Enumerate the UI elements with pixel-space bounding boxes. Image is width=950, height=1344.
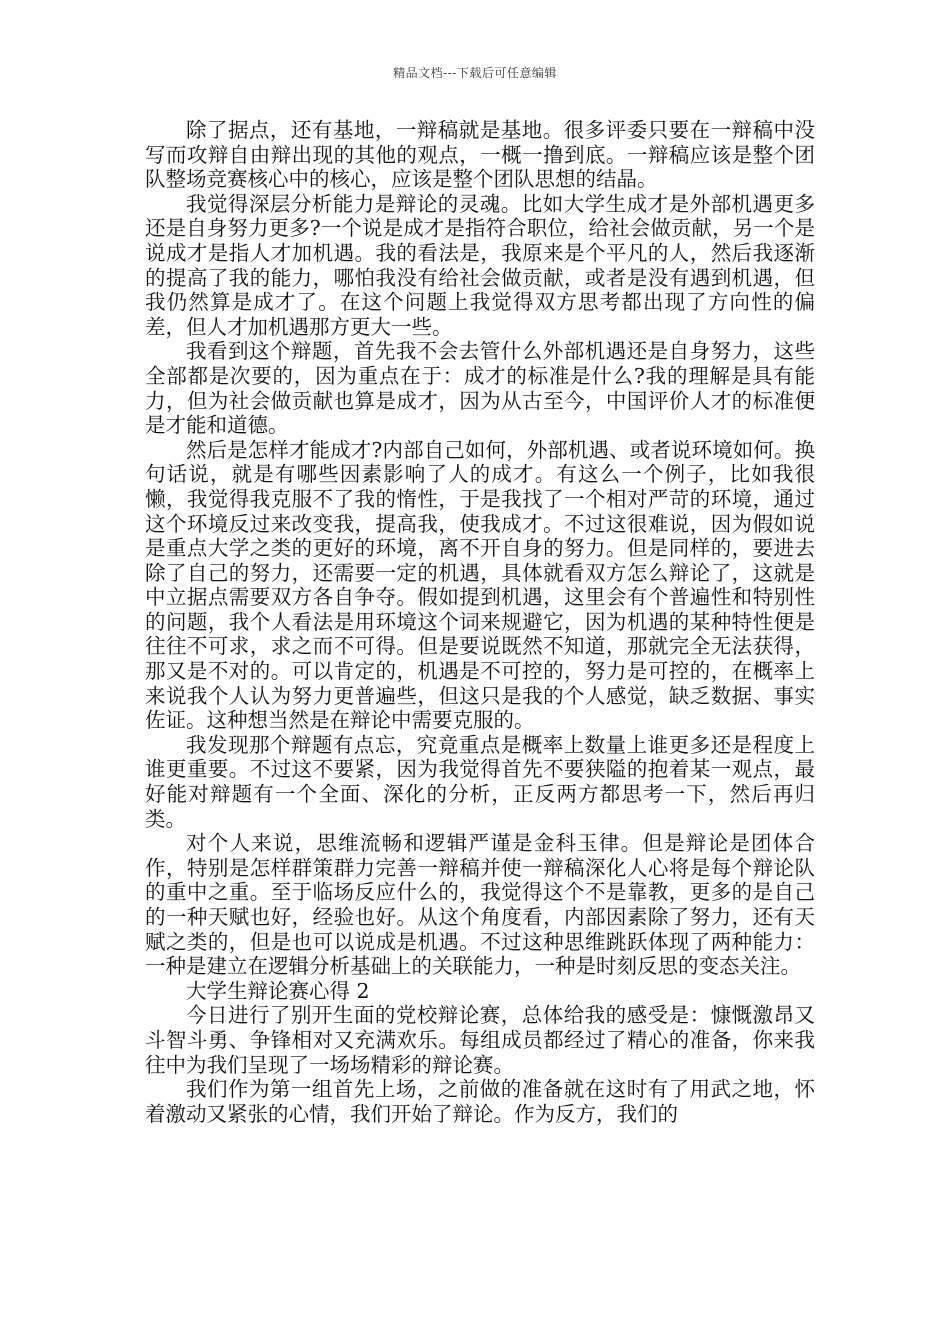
- paragraph-3: 我看到这个辩题，首先我不会去管什么外部机遇还是自身努力，这些全部都是次要的，因为重点在于：成才的标准是什么?我的理解是具有能力，但为社会做贡献也算是成才，因为从古至今，中国评价人才的标准便是才能和道德。: [145, 339, 815, 438]
- section-heading: 大学生辩论赛心得 2: [186, 978, 370, 1003]
- paragraph-5: 我发现那个辩题有点忘，究竟重点是概率上数量上谁更多还是程度上谁更重要。不过这不要紧，因为我觉得首先不要狭隘的抱着某一观点，最好能对辩题有一个全面、深化的分析，正反两方都思考一下，然后再归类。: [145, 732, 815, 831]
- paragraph-1: 除了据点，还有基地，一辩稿就是基地。很多评委只要在一辩稿中没写而攻辩自由辩出现的其他的观点，一概一撸到底。一辩稿应该是整个团队整场竞赛核心中的核心，应该是整个团队思想的结晶。: [145, 118, 815, 192]
- paragraph-7: 今日进行了别开生面的党校辩论赛，总体给我的感受是：慷慨激昂又斗智斗勇、争锋相对又充满欢乐。每组成员都经过了精心的准备，你来我往中为我们呈现了一场场精彩的辩论赛。: [145, 1003, 815, 1077]
- page-header: 精品文档---下载后可任意编辑: [393, 66, 557, 80]
- paragraph-4: 然后是怎样才能成才?内部自己如何，外部机遇、或者说环境如何。换句话说，就是有哪些因素影响了人的成才。有这么一个例子，比如我很懒，我觉得我克服不了我的惰性，于是我找了一个相对严苛的环境，通过这个环境反过来改变我，提高我，使我成才。不过这很难说，因为假如说是重点大学之类的更好的环境，离不开自身的努力。但是同样的，要进去除了自己的努力，还需要一定的机遇，具体就看双方怎么辩论了，这就是中立据点需要双方各自争夺。假如提到机遇，这里会有个普遍性和特别性的问题，我个人看法是用环境这个词来规避它，因为机遇的某种特性便是往往不可求，求之而不可得。但是要说既然不知道，那就完全无法获得，那又是不对的。可以肯定的，机遇是不可控的，努力是可控的，在概率上来说我个人认为努力更普遍些，但这只是我的个人感觉，缺乏数据、事实佐证。这种想当然是在辩论中需要克服的。: [145, 437, 815, 733]
- paragraph-8: 我们作为第一组首先上场，之前做的准备就在这时有了用武之地，怀着激动又紧张的心情，我们开始了辩论。作为反方，我们的: [145, 1077, 815, 1126]
- paragraph-6: 对个人来说，思维流畅和逻辑严谨是金科玉律。但是辩论是团体合作，特别是怎样群策群力完善一辩稿并使一辩稿深化人心将是每个辩论队的重中之重。至于临场反应什么的，我觉得这个不是靠教，更多的是自己的一种天赋也好，经验也好。从这个角度看，内部因素除了努力，还有天赋之类的，但是也可以说成是机遇。不过这种思维跳跃体现了两种能力：一种是建立在逻辑分析基础上的关联能力，一种是时刻反思的变态关注。: [145, 831, 815, 979]
- paragraph-2: 我觉得深层分析能力是辩论的灵魂。比如大学生成才是外部机遇更多还是自身努力更多?一个说是成才是指符合职位，给社会做贡献，另一个是说成才是指人才加机遇。我的看法是，我原来是个平凡的人，然后我逐渐的提高了我的能力，哪怕我没有给社会做贡献，或者是没有遇到机遇，但我仍然算是成才了。在这个问题上我觉得双方思考都出现了方向性的偏差，但人才加机遇那方更大一些。: [145, 191, 815, 339]
- document-body: [145, 118, 815, 1126]
